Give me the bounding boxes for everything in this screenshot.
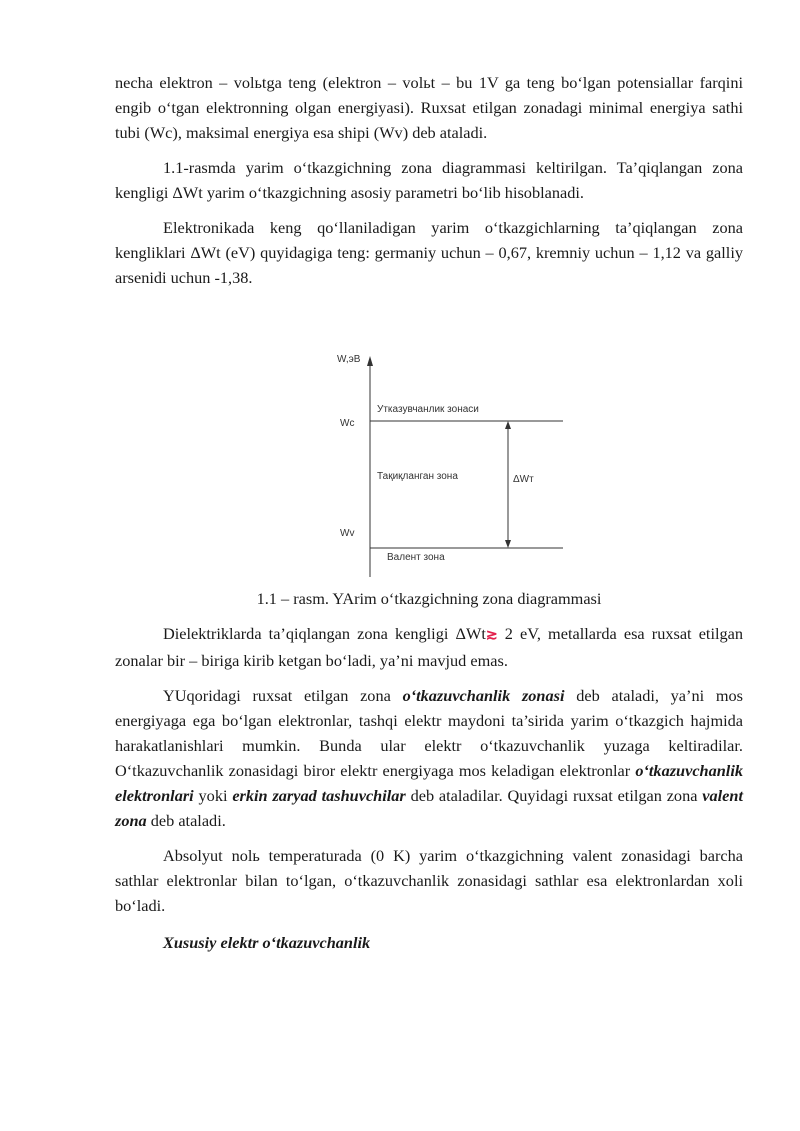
gap-arrow-down-icon — [505, 540, 511, 548]
section-heading: Xususiy elektr o‘tkazuvchanlik — [163, 933, 371, 952]
conduction-zone-label: Утказувчанлик зонаси — [377, 404, 479, 415]
gap-arrow-up-icon — [505, 421, 511, 429]
wv-label: Wv — [340, 528, 355, 539]
axis-arrow-icon — [367, 356, 373, 366]
term-conduction-zone: o‘tkazuvchanlik zonasi — [402, 686, 565, 705]
paragraph-5 — [115, 683, 743, 833]
valence-zone-label: Валент зона — [387, 552, 445, 563]
p5-text-b: deb ataladi, ya’ni mos energiyaga ega bo‘lgan elektronlar, tashqi elektr maydoni ta’sirida yarim o‘tkazgich hajmida harakatlanishlari mumkin. Bunda ular elektr o‘tkazuvchanlik yuzaga keltiradilar. O‘tkazuvchanlik zonasidagi biror elektr energiyaga mos keladigan elektronlar — [115, 686, 743, 780]
figure-caption: 1.1 – rasm. YArim o‘tkazgichning zona diagrammasi — [256, 589, 602, 608]
p5-text-d: deb ataladilar. Quyidagi ruxsat etilgan zona — [405, 786, 703, 805]
zone-diagram-svg — [115, 330, 743, 580]
term-conduction-electrons: o‘tkazuvchanlik elektronlari — [115, 761, 743, 805]
p5-text-a: YUqoridagi ruxsat etilgan zona — [163, 686, 403, 705]
paragraph-1: necha elektron – volьtga teng (elektron – volьt – bu 1V ga teng bo‘lgan potensiallar farqini engib o‘tgan elektronning olgan energiyasi). Ruxsat etilgan zonadagi minimal energiya sathi tubi (Wc), maksimal energiya esa shipi (Wv) deb ataladi. — [115, 73, 743, 142]
zone-diagram — [115, 330, 743, 580]
p5-text-c: yoki — [193, 786, 233, 805]
p4-text-b: 2 eV, metallarda esa ruxsat etilgan zonalar bir – biriga kirib ketgan bo‘ladi, ya’ni mavjud emas. — [115, 624, 743, 670]
paragraph-6: Absolyut nolь temperaturada (0 K) yarim o‘tkazgichning valent zonasidagi barcha sathlar elektronlar bilan to‘lgan, o‘tkazuvchanlik zonasidagi sathlar esa elektronlardan xoli bo‘ladi. — [115, 846, 743, 915]
forbidden-zone-label: Тақиқланган зона — [377, 471, 458, 482]
p4-text-a: Dielektriklarda ta’qiqlangan zona kengligi ΔWt — [163, 624, 486, 643]
paragraph-3: Elektronikada keng qo‘llaniladigan yarim o‘tkazgichlarning ta’qiqlangan zona kengliklari ΔWt (eV) quyidagiga teng: germaniy uchun – 0,67, kremniy uchun – 1,12 va galliy arsenidi uchun -1,38. — [115, 218, 743, 287]
axis-label: W,эВ — [337, 354, 361, 365]
paragraph-4 — [115, 621, 743, 673]
term-valence-zone: valent zona — [115, 786, 743, 830]
page-content — [115, 70, 743, 955]
wc-label: Wc — [340, 418, 355, 429]
p5-text-e: deb ataladi. — [146, 811, 226, 830]
gap-label: ΔWт — [513, 474, 534, 485]
term-free-carriers: erkin zaryad tashuvchilar — [232, 786, 406, 805]
paragraph-2: 1.1-rasmda yarim o‘tkazgichning zona diagrammasi keltirilgan. Ta’qiqlangan zona kengligi ΔWt yarim o‘tkazgichning asosiy parametri bo‘lib hisoblanadi. — [115, 158, 743, 202]
approx-symbol: ≳ — [485, 628, 498, 643]
